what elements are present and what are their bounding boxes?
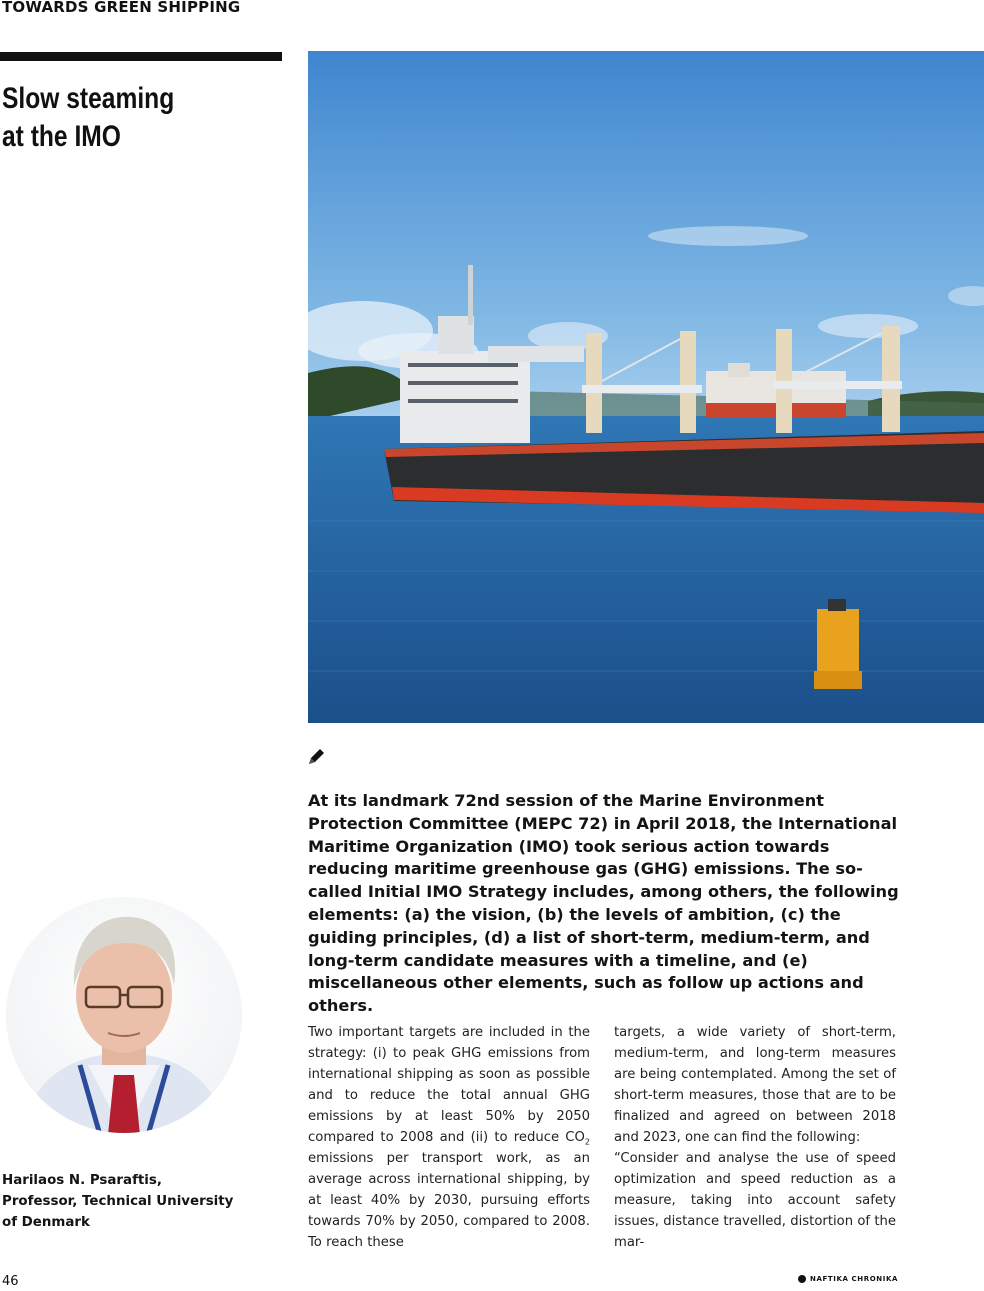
body-paragraph: targets, a wide variety of short-term, medium-term, and long-term measures are being contemplated. Among the set of short-term measures, those that are to be finalized and agreed on between 2018 and 2023, one can find the following:	[614, 1025, 896, 1145]
naftika-chronika-logo-icon	[798, 1275, 806, 1283]
title-line-2: at the IMO	[2, 120, 121, 153]
author-name: Harilaos N. Psaraftis,	[2, 1173, 162, 1188]
body-text: emissions per transport work, as an average across international shipping, by at least 40% by 2030, pursuing efforts towards 70% by 2050, compared to 2008. To reach these	[308, 1151, 590, 1250]
pencil-icon	[307, 746, 327, 766]
footer-brand	[798, 1275, 898, 1283]
body-paragraph	[308, 1022, 590, 1253]
author-role-line-1: Professor, Technical University	[2, 1194, 234, 1209]
article-title	[2, 80, 232, 156]
body-text: Two important targets are included in the strategy: (i) to peak GHG emissions from international shipping as soon as possible and to reduce the total annual GHG emissions by at least 50% by 2050 compared to 2008 and (ii) to reduce CO	[308, 1025, 590, 1145]
body-paragraph: “Consider and analyse the use of speed optimization and speed reduction as a measure, taking into account safety issues, distance travelled, distortion of the mar-	[614, 1151, 896, 1250]
ship-photo	[308, 51, 984, 723]
body-column-1	[308, 1022, 590, 1253]
lead-paragraph	[308, 790, 908, 1018]
author-credit	[2, 1170, 262, 1233]
author-role-line-2: of Denmark	[2, 1215, 90, 1230]
page-number: 46	[2, 1274, 19, 1289]
lead-text: At its landmark 72nd session of the Marine Environment Protection Committee (MEPC 72) in April 2018, the International Maritime Organization (IMO) took serious action towards reducing maritime greenhouse gas (GHG) emissions. The so-called Initial IMO Strategy includes, among others, the following elements: (a) the vision, (b) the levels of ambition, (c) the guiding principles, (d) a list of short-term, medium-term, and long-term candidate measures with a timeline, and (e) miscellaneous other elements, such as follow up actions and others.	[308, 791, 899, 1016]
brand-name: NAFTIKA CHRONIKA	[810, 1275, 898, 1283]
title-line-1: Slow steaming	[2, 82, 175, 115]
subscript-2: 2	[584, 1137, 590, 1147]
title-rule	[0, 52, 282, 61]
section-label: TOWARDS GREEN SHIPPING	[2, 0, 241, 16]
body-column-2	[614, 1022, 896, 1253]
author-portrait	[2, 895, 246, 1135]
